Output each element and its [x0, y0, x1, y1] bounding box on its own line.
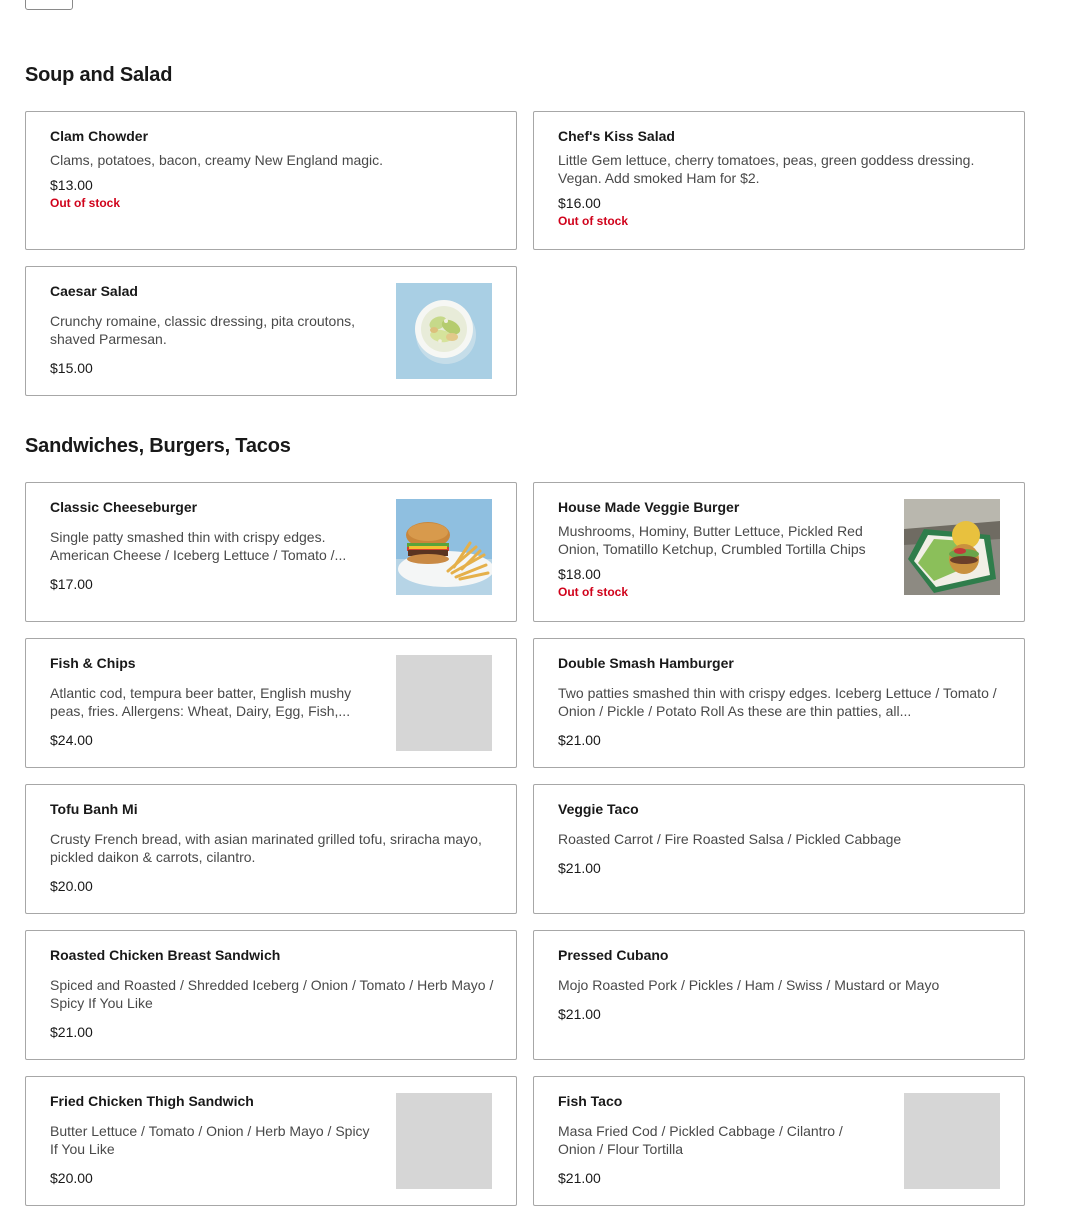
partial-button[interactable]	[25, 0, 73, 10]
item-price: $21.00	[558, 860, 601, 876]
item-name: Fish Taco	[558, 1093, 623, 1109]
item-name: Chef's Kiss Salad	[558, 128, 675, 144]
item-price: $21.00	[50, 1024, 93, 1040]
item-description: Crunchy romaine, classic dressing, pita croutons, shaved Parmesan.	[50, 313, 356, 347]
item-name: Caesar Salad	[50, 283, 138, 299]
item-description: Mushrooms, Hominy, Butter Lettuce, Pickled Red Onion, Tomatillo Ketchup, Crumbled Tortilla Chips	[558, 523, 866, 557]
menu-item-card[interactable]	[533, 638, 1025, 768]
item-name: Pressed Cubano	[558, 947, 669, 963]
menu-item-card[interactable]	[25, 784, 517, 914]
image-placeholder	[396, 655, 492, 751]
item-price: $13.00	[50, 177, 93, 193]
item-description: Roasted Carrot / Fire Roasted Salsa / Pickled Cabbage	[558, 831, 902, 847]
out-of-stock-label: Out of stock	[558, 585, 629, 599]
menu-item-card[interactable]	[533, 482, 1025, 622]
item-price: $15.00	[50, 360, 93, 376]
item-name: Fried Chicken Thigh Sandwich	[50, 1093, 254, 1109]
item-description: Masa Fried Cod / Pickled Cabbage / Cilantro / Onion / Flour Tortilla	[558, 1123, 843, 1157]
menu-item-card[interactable]	[533, 784, 1025, 914]
item-description: Crusty French bread, with asian marinated grilled tofu, sriracha mayo, pickled daikon & carrots, cilantro.	[50, 831, 482, 865]
section-title-sandwiches-burgers-tacos: Sandwiches, Burgers, Tacos	[25, 435, 291, 457]
item-name: Clam Chowder	[50, 128, 149, 144]
item-price: $16.00	[558, 195, 601, 211]
item-price: $20.00	[50, 1170, 93, 1186]
image-placeholder	[396, 1093, 492, 1189]
section-title-soup-and-salad: Soup and Salad	[25, 64, 173, 86]
menu-item-card[interactable]	[533, 111, 1025, 250]
item-name: Roasted Chicken Breast Sandwich	[50, 947, 281, 963]
out-of-stock-label: Out of stock	[558, 214, 629, 228]
cheeseburger-fries-photo	[396, 499, 492, 595]
item-name: House Made Veggie Burger	[558, 499, 740, 515]
item-name: Classic Cheeseburger	[50, 499, 198, 515]
caesar-salad-photo	[396, 283, 492, 379]
out-of-stock-label: Out of stock	[50, 196, 121, 210]
item-description: Mojo Roasted Pork / Pickles / Ham / Swiss / Mustard or Mayo	[558, 977, 940, 993]
menu-item-card[interactable]	[25, 266, 517, 396]
item-description: Butter Lettuce / Tomato / Onion / Herb Mayo / Spicy If You Like	[50, 1123, 370, 1157]
item-description: Atlantic cod, tempura beer batter, English mushy peas, fries. Allergens: Wheat, Dairy, Egg, Fish,...	[50, 685, 352, 719]
menu-item-card[interactable]	[25, 638, 517, 768]
item-price: $21.00	[558, 1006, 601, 1022]
item-description: Single patty smashed thin with crispy edges. American Cheese / Iceberg Lettuce / Tomato /...	[50, 529, 347, 563]
item-description: Spiced and Roasted / Shredded Iceberg / Onion / Tomato / Herb Mayo / Spicy If You Like	[50, 977, 494, 1011]
item-name: Tofu Banh Mi	[50, 801, 138, 817]
item-price: $21.00	[558, 732, 601, 748]
item-name: Veggie Taco	[558, 801, 639, 817]
item-price: $20.00	[50, 878, 93, 894]
item-price: $21.00	[558, 1170, 601, 1186]
menu-item-card[interactable]	[533, 930, 1025, 1060]
menu-item-card[interactable]	[533, 1076, 1025, 1206]
item-price: $24.00	[50, 732, 93, 748]
menu-item-card[interactable]	[25, 1076, 517, 1206]
item-description: Little Gem lettuce, cherry tomatoes, peas, green goddess dressing. Vegan. Add smoked Ham for $2.	[558, 152, 975, 186]
item-name: Double Smash Hamburger	[558, 655, 734, 671]
veggie-burger-photo	[904, 499, 1000, 595]
menu-item-card[interactable]	[25, 111, 517, 250]
item-price: $18.00	[558, 566, 601, 582]
item-description: Two patties smashed thin with crispy edges. Iceberg Lettuce / Tomato / Onion / Pickle / Potato Roll As these are thin patties, all...	[558, 685, 997, 719]
image-placeholder	[904, 1093, 1000, 1189]
menu-item-card[interactable]	[25, 482, 517, 622]
item-name: Fish & Chips	[50, 655, 136, 671]
item-price: $17.00	[50, 576, 93, 592]
menu-item-card[interactable]	[25, 930, 517, 1060]
item-description: Clams, potatoes, bacon, creamy New England magic.	[50, 152, 384, 168]
